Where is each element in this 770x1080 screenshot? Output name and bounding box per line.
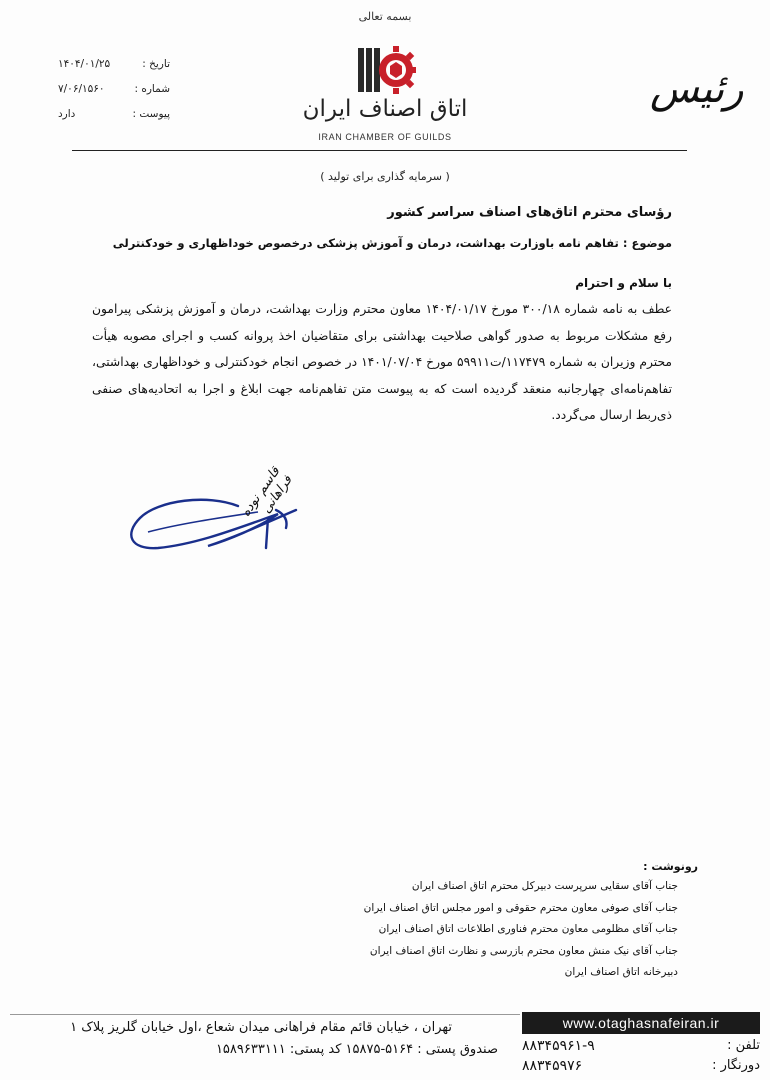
meta-attachment — [58, 102, 170, 127]
date-label: تاریخ : — [142, 58, 170, 70]
letter-meta — [58, 52, 170, 127]
rais-calligraphy: رئیس — [650, 66, 744, 112]
copies-list — [364, 876, 678, 984]
org-name-fa: اتاق اصناف ایران — [302, 96, 468, 122]
fax-label: دورنگار : — [712, 1058, 760, 1073]
slogan: ( سرمایه گذاری برای تولید ) — [320, 170, 450, 183]
number-value: ۷/۰۶/۱۵۶۰ — [58, 83, 105, 95]
guild-emblem-icon — [354, 44, 416, 96]
footer-contacts — [522, 1036, 760, 1076]
fax-number: ۸۸۳۴۵۹۷۶ — [522, 1058, 583, 1074]
fax-row — [522, 1056, 760, 1076]
attachment-label: پیوست : — [132, 108, 170, 120]
footer-address: تهران ، خیابان قائم مقام فراهانی میدان شعاع ،اول خیابان گلریز پلاک ۱ — [70, 1020, 452, 1035]
phone-number: ۸۸۳۴۵۹۶۱-۹ — [522, 1038, 595, 1054]
list-item: جناب آقای سقایی سرپرست دبیرکل محترم اتاق اصناف ایران — [411, 880, 678, 892]
org-logo — [300, 10, 470, 145]
attachment-value: دارد — [58, 108, 76, 120]
footer-divider — [10, 1014, 520, 1015]
number-label: شماره : — [134, 83, 170, 95]
letter-body: عطف به نامه شماره ۳۰۰/۱۸ مورخ ۱۴۰۴/۰۱/۱۷ معاون محترم وزارت بهداشت، درمان و آموزش پزشکی پیرامون رفع مشکلات مربوط به صدور گواهی صلاحیت بهداشتی برای متقاضیان اخذ پروانه کسب و اجرای مصوبه هیأت محترم وزیران به شماره ۱۱۷۴۷۹/ت۵۹۹۱۱ مورخ ۱۴۰۱/۰۷/۰۴ در خصوص انجام خودکنترلی و خوداظهاری بهداشتی، تفاهم‌نامه‌ای چهارجانبه منعقد گردیده است که به پیوست متن تفاهم‌نامه جهت ابلاغ و اجرا به اتحادیه‌های صنفی ذی‌ربط ارسال می‌گردد. — [92, 302, 672, 422]
header-divider — [72, 150, 687, 151]
list-item: دبیرخانه اتاق اصناف ایران — [564, 966, 678, 978]
phone-label: تلفن : — [727, 1038, 760, 1053]
website-link[interactable]: www.otaghasnafeiran.ir — [522, 1012, 760, 1034]
meta-date — [58, 52, 170, 77]
signature-name: قاسم نوده فراهانی — [238, 464, 296, 520]
footer — [10, 1006, 760, 1080]
date-value: ۱۴۰۴/۰۱/۲۵ — [58, 58, 111, 70]
subject-line: موضوع : تفاهم نامه باوزارت بهداشت، درمان و آموزش پزشکی درخصوص خوداظهاری و خودکنترلی — [112, 236, 672, 250]
copies-title: رونوشت : — [643, 860, 698, 873]
greeting: با سلام و احترام — [575, 276, 672, 290]
footer-postal: صندوق پستی : ۵۱۶۴-۱۵۸۷۵ کد پستی: ۱۵۸۹۶۳۳۱۱۱ — [215, 1042, 498, 1057]
meta-number — [58, 77, 170, 102]
list-item: جناب آقای نیک منش معاون محترم بازرسی و نظارت اتاق اصناف ایران — [369, 944, 678, 957]
recipient: رؤسای محترم اتاق‌های اصناف سراسر کشور — [387, 205, 672, 220]
list-item: جناب آقای مظلومی معاون محترم فناوری اطلاعات اتاق اصناف ایران — [378, 923, 678, 935]
logo-invocation: بسمه تعالی — [358, 10, 412, 23]
org-name-en: IRAN CHAMBER OF GUILDS — [318, 132, 452, 142]
phone-row — [522, 1036, 760, 1056]
list-item: جناب آقای صوفی معاون محترم حقوقی و امور مجلس اتاق اصناف ایران — [363, 901, 678, 914]
